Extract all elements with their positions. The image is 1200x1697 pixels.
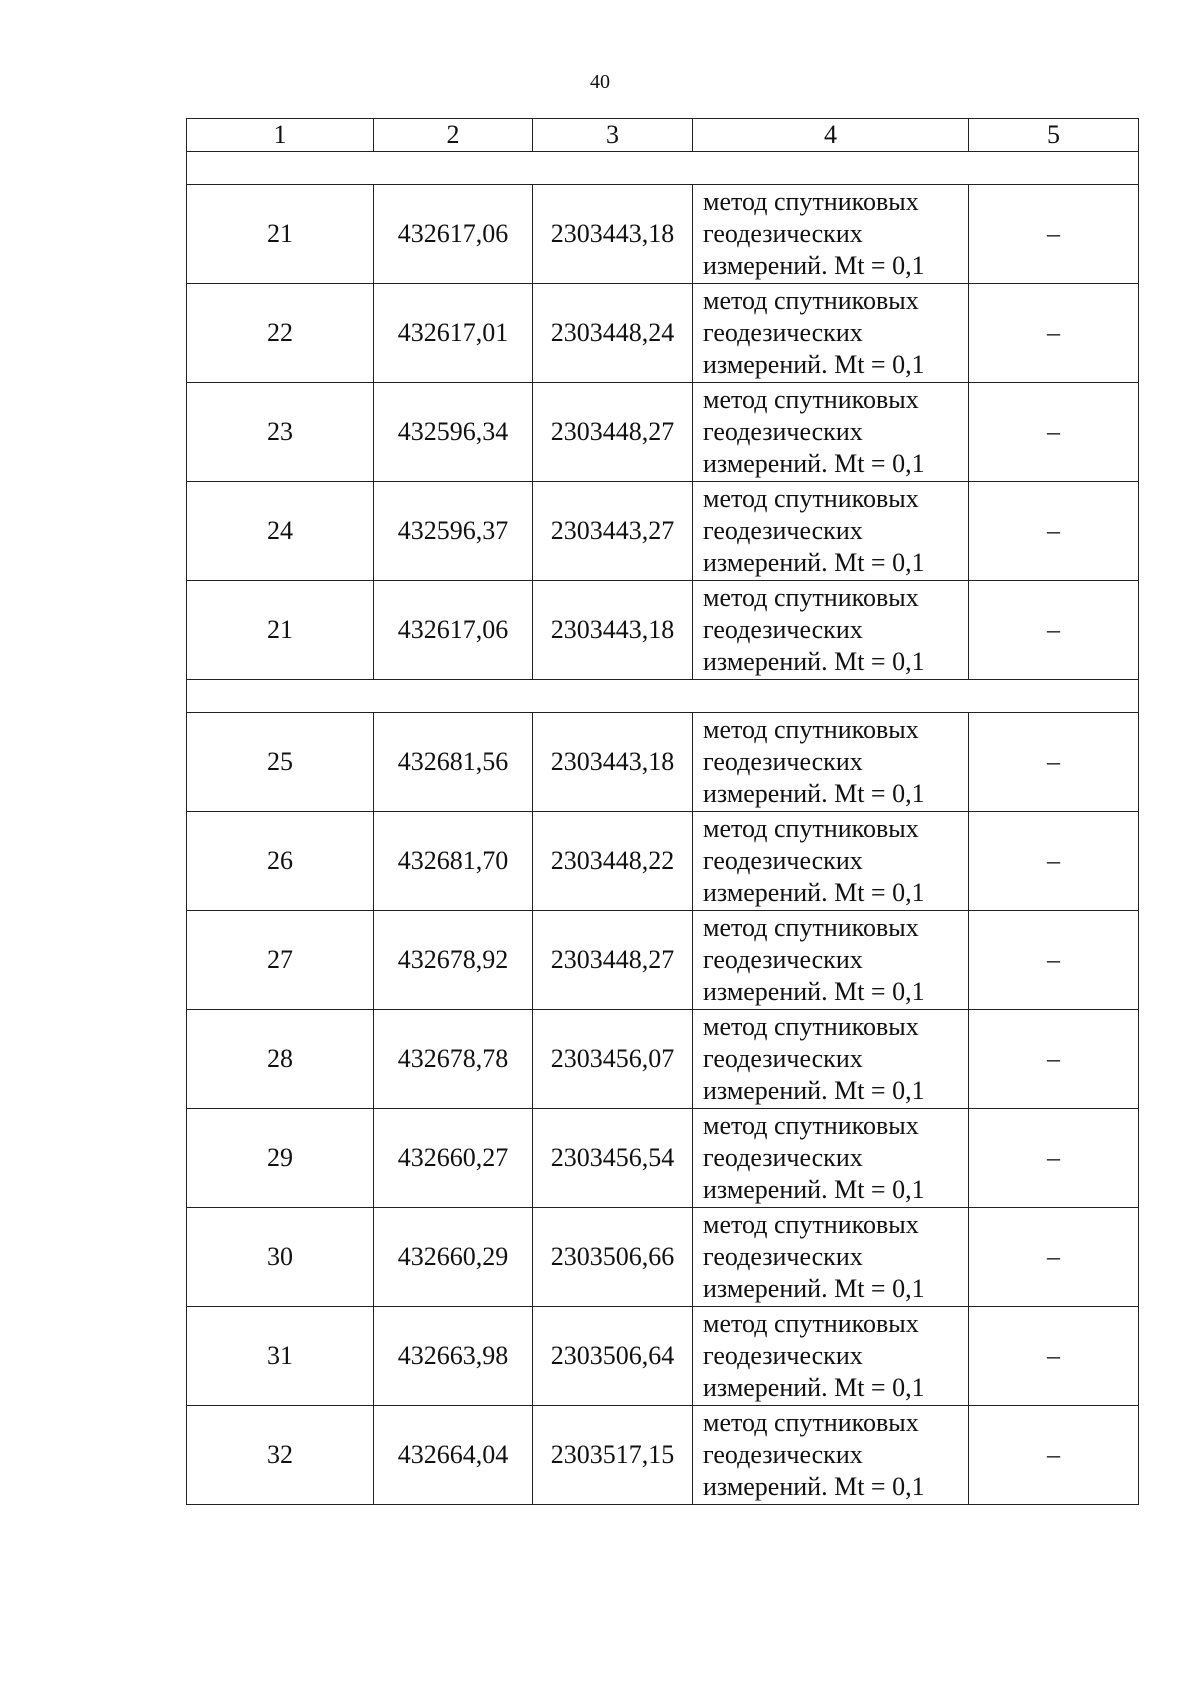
method-text-line: метод спутниковых — [703, 583, 919, 612]
x-coordinate-cell: 432681,70 — [374, 812, 533, 911]
header-col-4: 4 — [693, 119, 969, 152]
note-cell: – — [969, 812, 1139, 911]
y-coordinate-cell: 2303448,22 — [533, 812, 693, 911]
header-col-3: 3 — [533, 119, 693, 152]
point-number-cell: 32 — [187, 1406, 374, 1505]
note-cell: – — [969, 383, 1139, 482]
method-text-line: геодезических — [703, 846, 863, 875]
method-cell — [693, 284, 969, 383]
method-text-line: измерений. Mt = 0,1 — [703, 647, 925, 676]
method-text-line: измерений. Mt = 0,1 — [703, 350, 925, 379]
y-coordinate-cell: 2303448,27 — [533, 911, 693, 1010]
header-col-2: 2 — [374, 119, 533, 152]
method-text-line: геодезических — [703, 516, 863, 545]
method-text-line: геодезических — [703, 1440, 863, 1469]
method-cell — [693, 581, 969, 680]
note-cell: – — [969, 581, 1139, 680]
method-text-line: измерений. Mt = 0,1 — [703, 548, 925, 577]
method-cell — [693, 1307, 969, 1406]
y-coordinate-cell: 2303456,07 — [533, 1010, 693, 1109]
table-row — [187, 911, 1139, 1010]
table-row — [187, 383, 1139, 482]
method-cell — [693, 1208, 969, 1307]
table-header — [187, 119, 1139, 152]
table-row — [187, 581, 1139, 680]
method-text-line: метод спутниковых — [703, 1111, 919, 1140]
table-body — [187, 152, 1139, 1505]
method-text-line: геодезических — [703, 1341, 863, 1370]
x-coordinate-cell: 432681,56 — [374, 713, 533, 812]
note-cell: – — [969, 284, 1139, 383]
point-number-cell: 21 — [187, 185, 374, 284]
method-cell — [693, 713, 969, 812]
point-number-cell: 23 — [187, 383, 374, 482]
y-coordinate-cell: 2303517,15 — [533, 1406, 693, 1505]
method-cell — [693, 383, 969, 482]
page-number: 40 — [590, 71, 610, 93]
method-text-line: геодезических — [703, 417, 863, 446]
method-text-line: геодезических — [703, 945, 863, 974]
point-number-cell: 25 — [187, 713, 374, 812]
y-coordinate-cell: 2303443,18 — [533, 713, 693, 812]
point-number-cell: 21 — [187, 581, 374, 680]
method-cell — [693, 482, 969, 581]
note-cell: – — [969, 185, 1139, 284]
point-number-cell: 24 — [187, 482, 374, 581]
point-number-cell: 28 — [187, 1010, 374, 1109]
x-coordinate-cell: 432678,78 — [374, 1010, 533, 1109]
section-separator-cell — [187, 152, 1139, 185]
method-cell — [693, 1109, 969, 1208]
x-coordinate-cell: 432663,98 — [374, 1307, 533, 1406]
note-cell: – — [969, 713, 1139, 812]
x-coordinate-cell: 432660,29 — [374, 1208, 533, 1307]
method-cell — [693, 1406, 969, 1505]
note-cell: – — [969, 1010, 1139, 1109]
table-row — [187, 284, 1139, 383]
y-coordinate-cell: 2303448,27 — [533, 383, 693, 482]
table-row — [187, 482, 1139, 581]
method-text-line: метод спутниковых — [703, 913, 919, 942]
method-text-line: измерений. Mt = 0,1 — [703, 1274, 925, 1303]
method-text-line: геодезических — [703, 1143, 863, 1172]
method-text-line: метод спутниковых — [703, 286, 919, 315]
method-text-line: метод спутниковых — [703, 1012, 919, 1041]
table-row — [187, 1406, 1139, 1505]
note-cell: – — [969, 911, 1139, 1010]
method-text-line: измерений. Mt = 0,1 — [703, 1472, 925, 1501]
method-text-line: метод спутниковых — [703, 1210, 919, 1239]
method-cell — [693, 911, 969, 1010]
method-text-line: измерений. Mt = 0,1 — [703, 977, 925, 1006]
point-number-cell: 29 — [187, 1109, 374, 1208]
y-coordinate-cell: 2303506,64 — [533, 1307, 693, 1406]
method-cell — [693, 812, 969, 911]
table-row — [187, 1109, 1139, 1208]
method-text-line: измерений. Mt = 0,1 — [703, 251, 925, 280]
header-col-1: 1 — [187, 119, 374, 152]
x-coordinate-cell: 432617,06 — [374, 185, 533, 284]
point-number-cell: 31 — [187, 1307, 374, 1406]
y-coordinate-cell: 2303506,66 — [533, 1208, 693, 1307]
header-row — [187, 119, 1139, 152]
y-coordinate-cell: 2303443,27 — [533, 482, 693, 581]
method-text-line: измерений. Mt = 0,1 — [703, 449, 925, 478]
y-coordinate-cell: 2303456,54 — [533, 1109, 693, 1208]
y-coordinate-cell: 2303443,18 — [533, 581, 693, 680]
method-text-line: метод спутниковых — [703, 715, 919, 744]
method-text-line: метод спутниковых — [703, 1309, 919, 1338]
section-separator-cell — [187, 680, 1139, 713]
method-text-line: геодезических — [703, 747, 863, 776]
method-cell — [693, 185, 969, 284]
table-row — [187, 713, 1139, 812]
table-row — [187, 812, 1139, 911]
coordinates-table — [186, 118, 1139, 1505]
method-text-line: измерений. Mt = 0,1 — [703, 1076, 925, 1105]
x-coordinate-cell: 432596,34 — [374, 383, 533, 482]
x-coordinate-cell: 432596,37 — [374, 482, 533, 581]
x-coordinate-cell: 432664,04 — [374, 1406, 533, 1505]
point-number-cell: 27 — [187, 911, 374, 1010]
note-cell: – — [969, 1307, 1139, 1406]
method-text-line: метод спутниковых — [703, 187, 919, 216]
point-number-cell: 26 — [187, 812, 374, 911]
method-text-line: метод спутниковых — [703, 814, 919, 843]
method-text-line: измерений. Mt = 0,1 — [703, 779, 925, 808]
method-text-line: геодезических — [703, 318, 863, 347]
method-text-line: измерений. Mt = 0,1 — [703, 1175, 925, 1204]
method-text-line: метод спутниковых — [703, 385, 919, 414]
table-row — [187, 1208, 1139, 1307]
method-text-line: метод спутниковых — [703, 484, 919, 513]
x-coordinate-cell: 432617,06 — [374, 581, 533, 680]
y-coordinate-cell: 2303448,24 — [533, 284, 693, 383]
point-number-cell: 22 — [187, 284, 374, 383]
note-cell: – — [969, 1208, 1139, 1307]
y-coordinate-cell: 2303443,18 — [533, 185, 693, 284]
section-separator-row — [187, 152, 1139, 185]
x-coordinate-cell: 432617,01 — [374, 284, 533, 383]
method-text-line: метод спутниковых — [703, 1408, 919, 1437]
method-text-line: геодезических — [703, 615, 863, 644]
note-cell: – — [969, 482, 1139, 581]
table-row — [187, 185, 1139, 284]
method-cell — [693, 1010, 969, 1109]
note-cell: – — [969, 1406, 1139, 1505]
point-number-cell: 30 — [187, 1208, 374, 1307]
section-separator-row — [187, 680, 1139, 713]
method-text-line: геодезических — [703, 1044, 863, 1073]
note-cell: – — [969, 1109, 1139, 1208]
header-col-5: 5 — [969, 119, 1139, 152]
method-text-line: измерений. Mt = 0,1 — [703, 1373, 925, 1402]
table-row — [187, 1010, 1139, 1109]
x-coordinate-cell: 432660,27 — [374, 1109, 533, 1208]
table-row — [187, 1307, 1139, 1406]
method-text-line: геодезических — [703, 219, 863, 248]
method-text-line: геодезических — [703, 1242, 863, 1271]
method-text-line: измерений. Mt = 0,1 — [703, 878, 925, 907]
x-coordinate-cell: 432678,92 — [374, 911, 533, 1010]
